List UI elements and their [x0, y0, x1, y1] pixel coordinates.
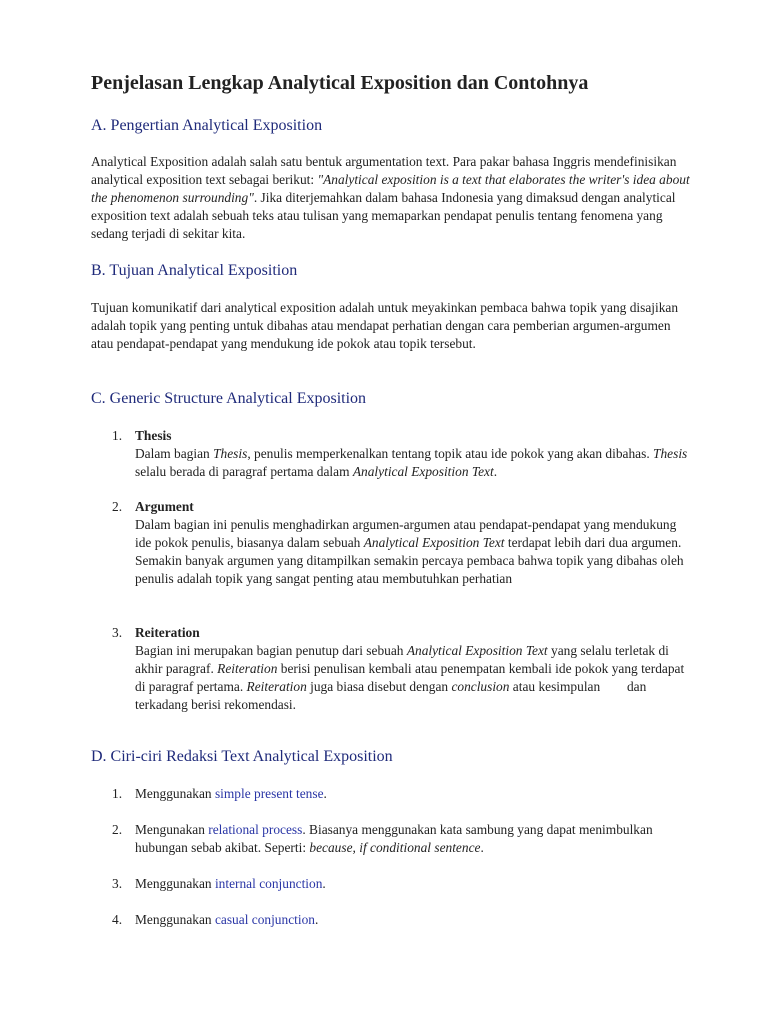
item-title: Argument: [135, 499, 194, 514]
item-italic: Analytical Exposition Text: [363, 535, 505, 550]
item-italic: Thesis: [653, 446, 688, 461]
list-item-ciri-4: [91, 911, 691, 929]
list-item-ciri-1: [91, 785, 691, 803]
list-item-ciri-3: [91, 875, 691, 893]
item-title: Thesis: [135, 428, 172, 443]
heading-ciri-ciri: D. Ciri-ciri Redaksi Text Analytical Exposition: [91, 748, 393, 765]
list-number: 4.: [112, 912, 123, 927]
item-italic: conclusion: [451, 679, 510, 694]
list-number: 2.: [112, 822, 123, 837]
item-italic: Analytical Exposition Text: [406, 643, 548, 658]
list-item-thesis: [91, 427, 691, 481]
item-text: .: [493, 464, 498, 479]
item-text: .: [314, 912, 319, 927]
item-italic: Reiteration: [246, 679, 307, 694]
item-title: Reiteration: [135, 625, 200, 640]
item-italic: Reiteration: [217, 661, 278, 676]
paragraph-text: Analytical Exposition adalah salah satu bentuk argumentation text. Para pakar bahasa Inggris mendefinisikan analytical exposition text sebagai berikut:: [91, 154, 677, 187]
paragraph-text: . Jika diterjemahkan dalam bahasa Indonesia yang dimaksud dengan analytical exposition text adalah sebuah teks atau tulisan yang memaparkan pendapat penulis tentang fenomena yang sedang terjadi di sekitar kita.: [91, 190, 676, 241]
heading-generic-structure: C. Generic Structure Analytical Exposition: [91, 390, 367, 407]
item-italic: Analytical Exposition Text: [352, 464, 494, 479]
item-text: Dalam bagian: [135, 446, 214, 461]
item-text: yang selalu terletak di akhir paragraf.: [135, 643, 669, 676]
item-text: .: [480, 840, 484, 855]
item-body: [135, 516, 691, 588]
item-body: [135, 445, 691, 481]
item-text: selalu berada di paragraf pertama dalam: [135, 464, 353, 479]
item-italic: Thesis: [213, 446, 248, 461]
item-text: juga biasa disebut dengan: [306, 679, 452, 694]
item-text: terdapat lebih dari dua argumen. Semakin banyak argumen yang ditampilkan semakin percaya pembaca bahwa topik yang dibahas oleh penulis adalah topik yang sangat penting atau membutuhkan perhatian: [135, 535, 684, 586]
list-item-argument: [91, 498, 691, 588]
item-text: Mengunakan: [135, 822, 209, 837]
link-simple-present-tense[interactable]: simple present tense: [214, 786, 324, 801]
item-text: Menggunakan: [135, 876, 215, 891]
item-text: atau kesimpulan dan terkadang berisi rekomendasi.: [135, 679, 650, 712]
link-relational-process[interactable]: relational process: [208, 822, 303, 837]
list-number: 1.: [112, 428, 123, 443]
link-internal-conjunction[interactable]: internal conjunction: [214, 876, 323, 891]
item-body: [135, 642, 691, 714]
list-number: 2.: [112, 499, 123, 514]
item-text: Menggunakan: [135, 912, 215, 927]
item-text: Bagian ini merupakan bagian penutup dari sebuah: [135, 643, 407, 658]
list-item-reiteration: [91, 624, 691, 714]
list-number: 3.: [112, 876, 123, 891]
link-casual-conjunction[interactable]: casual conjunction: [214, 912, 315, 927]
list-item-ciri-2: [91, 821, 691, 857]
paragraph-tujuan: Tujuan komunikatif dari analytical exposition adalah untuk meyakinkan pembaca bahwa topik yang disajikan adalah topik yang penting untuk dibahas atau mendapat perhatian dengan cara pemberian argumen-argumen atau pendapat-pendapat yang mendukung ide pokok atau topik tersebut.: [91, 300, 679, 351]
item-text: .: [323, 786, 327, 801]
page-title: Penjelasan Lengkap Analytical Exposition dan Contohnya: [91, 72, 589, 94]
item-text: Dalam bagian ini penulis menghadirkan argumen-argumen atau pendapat-pendapat yang mendukung ide pokok penulis, biasanya dalam sebuah: [135, 517, 677, 550]
item-text: .: [322, 876, 326, 891]
item-text: . Biasanya menggunakan kata sambung yang dapat menimbulkan hubungan sebab akibat. Seperti:: [135, 822, 653, 855]
item-italic: because, if conditional sentence: [309, 840, 481, 855]
item-text: Menggunakan: [135, 786, 215, 801]
paragraph-pengertian: [91, 153, 691, 243]
item-text: , penulis memperkenalkan tentang topik atau ide pokok yang akan dibahas.: [247, 446, 654, 461]
heading-tujuan: B. Tujuan Analytical Exposition: [91, 262, 298, 279]
list-number: 1.: [112, 786, 123, 801]
quote-text: "Analytical exposition is a text that elaborates the writer's idea about the phenomenon surrounding": [91, 172, 690, 205]
list-number: 3.: [112, 625, 123, 640]
heading-pengertian: A. Pengertian Analytical Exposition: [91, 117, 323, 134]
item-text: berisi penulisan kembali atau penempatan kembali ide pokok yang terdapat di paragraf pertama.: [135, 661, 685, 694]
